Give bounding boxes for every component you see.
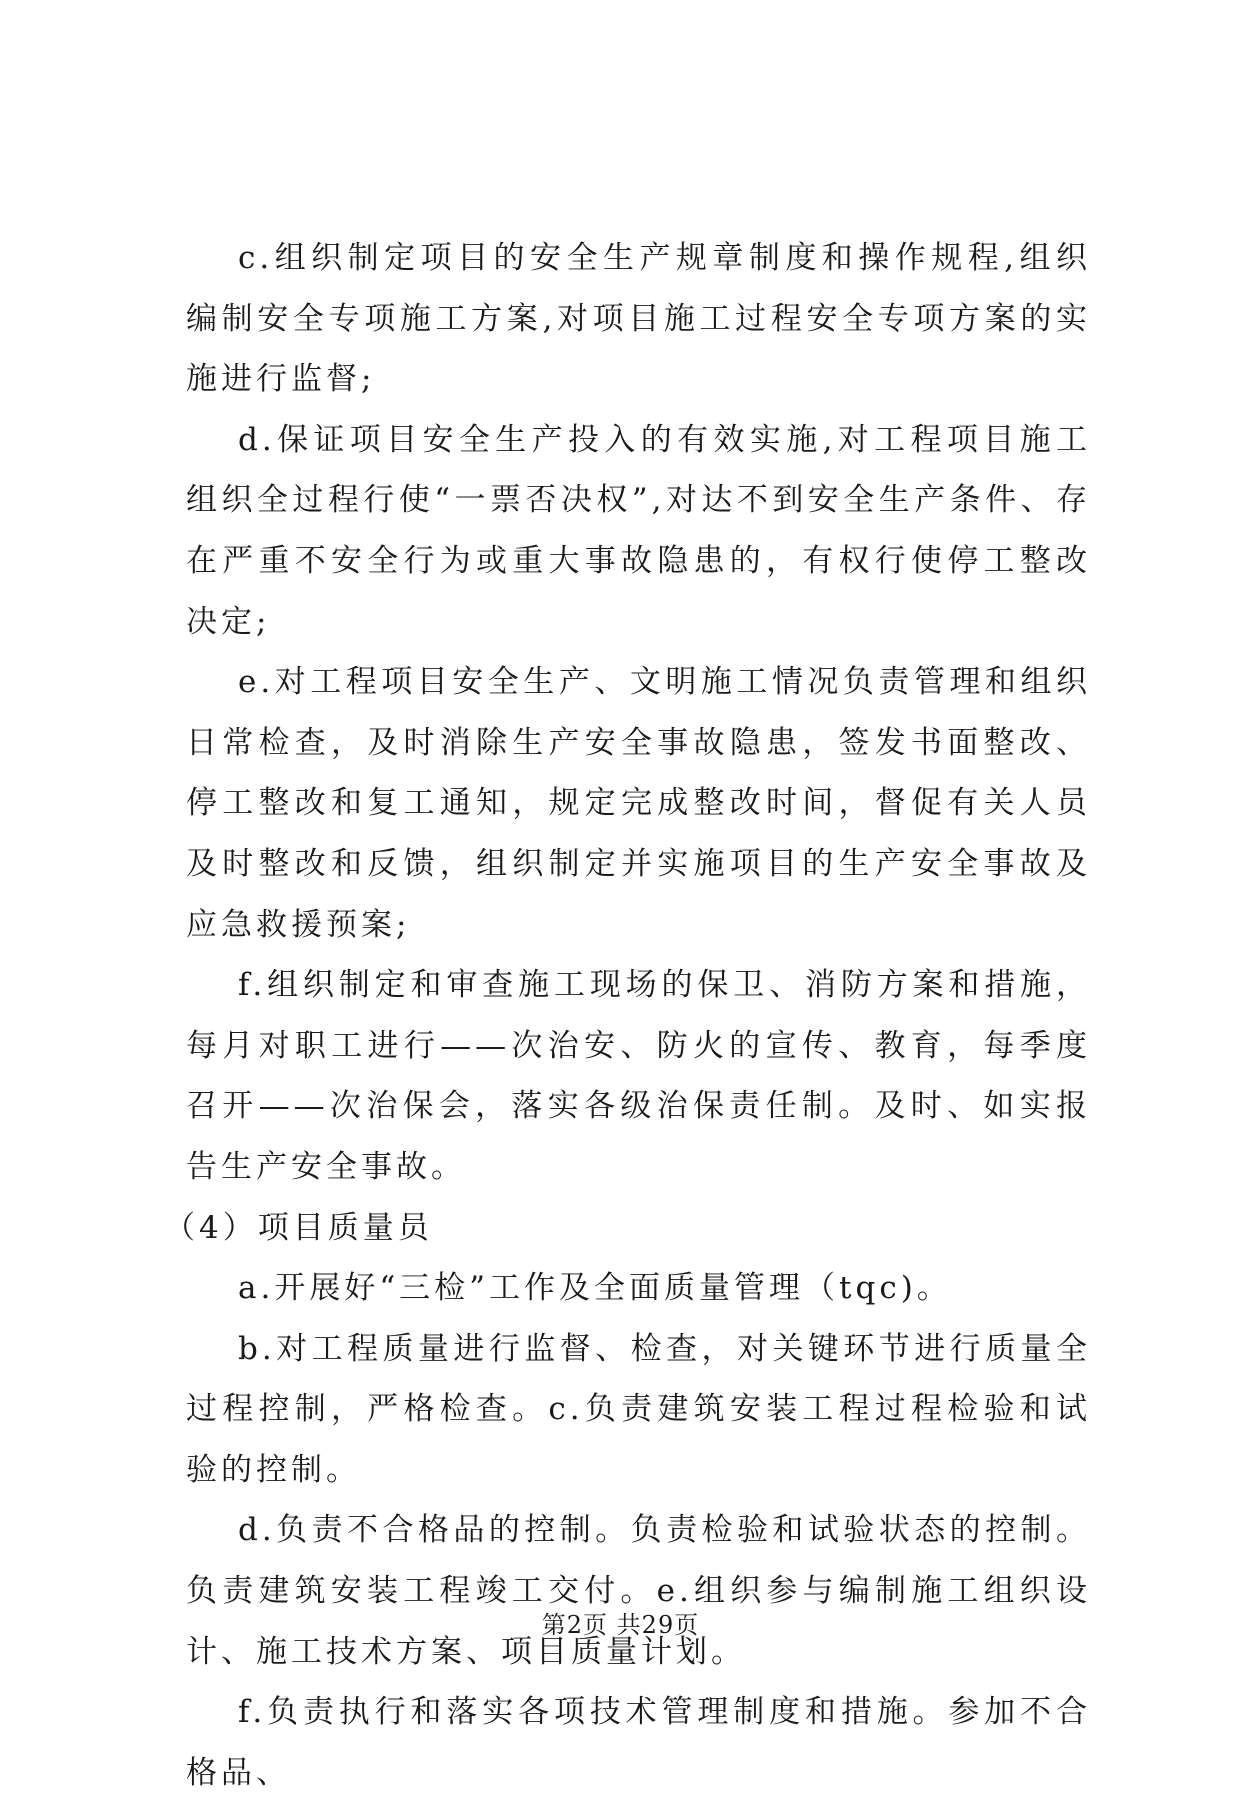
- page-number-footer: 第2页 共29页: [541, 1611, 700, 1639]
- paragraph-e-safety-inspection: e.对工程项目安全生产、文明施工情况负责管理和组织日常检查，及时消除生产安全事故隐患，签发书面整改、停工整改和复工通知，规定完成整改时间，督促有关人员及时整改和反馈，组织制定并实施项目的生产安全事故及应急救援预案;: [186, 664, 1091, 943]
- document-body: [164, 228, 1091, 1803]
- paragraph-b-quality-supervision: b.对工程质量进行监督、检查，对关键环节进行质量全过程控制，严格检查。c.负责建筑安装工程过程检验和试验的控制。: [186, 1330, 1091, 1488]
- paragraph-c-safety-rules: c.组织制定项目的安全生产规章制度和操作规程,组织编制安全专项施工方案,对项目施工过程安全专项方案的实施进行监督;: [186, 240, 1091, 398]
- paragraph-d-safety-investment: d.保证项目安全生产投入的有效实施,对工程项目施工组织全过程行使“一票否决权”,对达不到安全生产条件、存在严重不安全行为或重大事故隐患的，有权行使停工整改决定;: [186, 421, 1091, 640]
- paragraph-f-security-fire: f.组织制定和审查施工现场的保卫、消防方案和措施，每月对职工进行——次治安、防火的宣传、教育，每季度召开——次治保会，落实各级治保责任制。及时、如实报告生产安全事故。: [186, 967, 1091, 1185]
- paragraph-f-technical-management: f.负责执行和落实各项技术管理制度和措施。参加不合格品、: [186, 1694, 1091, 1791]
- paragraph-d-nonconforming: d.负责不合格品的控制。负责检验和试验状态的控制。负责建筑安装工程竣工交付。e.组织参与编制施工组织设计、施工技术方案、项目质量计划。: [186, 1512, 1091, 1670]
- paragraph-a-three-checks: a.开展好“三检”工作及全面质量管理（tqc)。: [238, 1270, 952, 1307]
- section-heading-quality-officer: （4）项目质量员: [164, 1209, 433, 1246]
